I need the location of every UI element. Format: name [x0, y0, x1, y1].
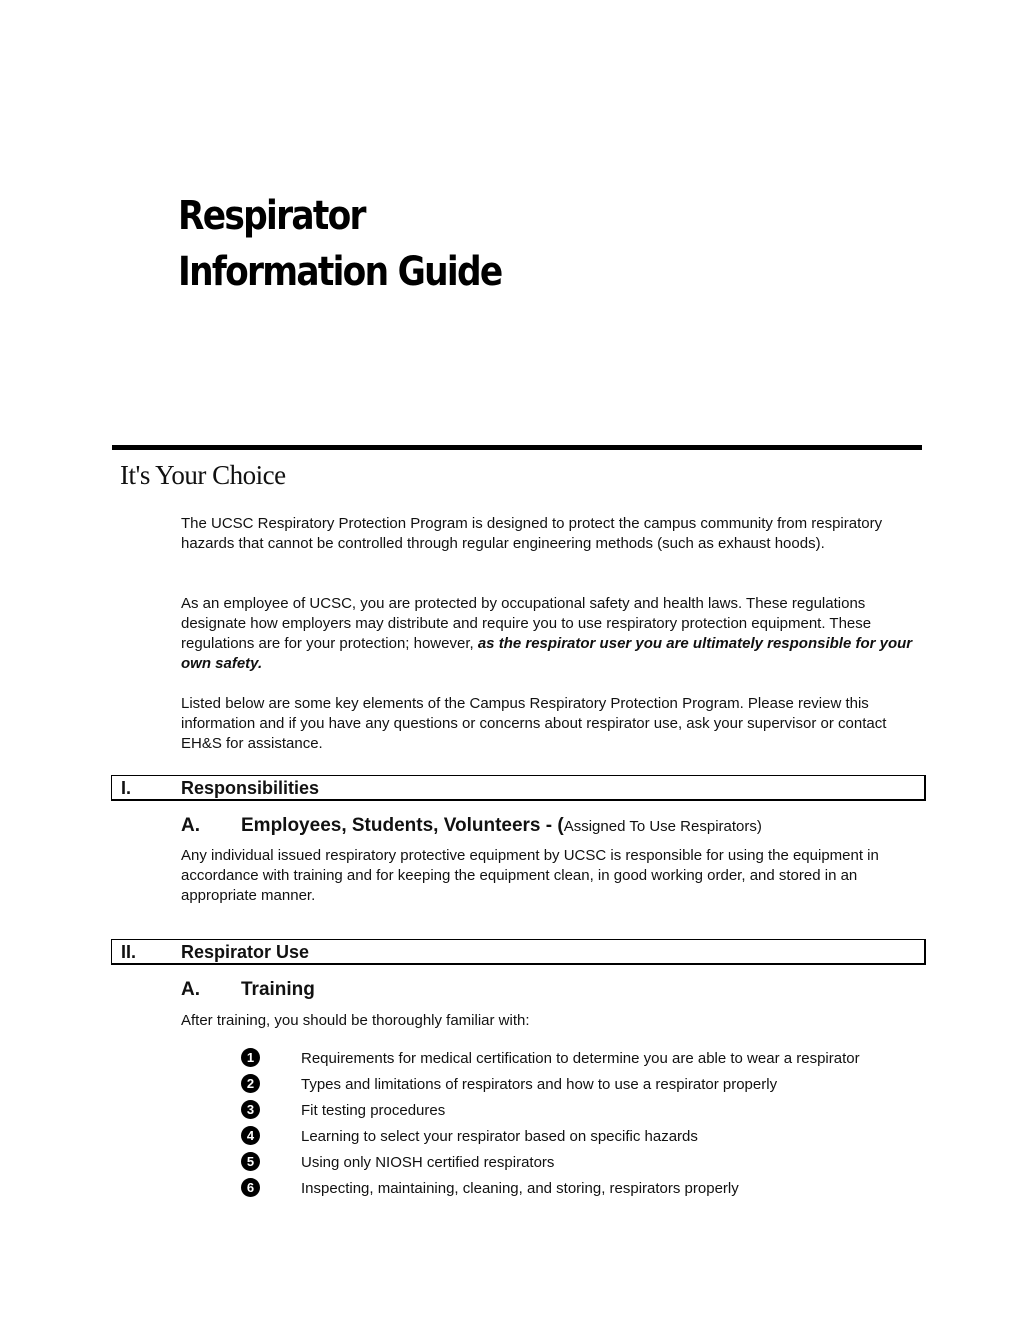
number-circle-icon: 5	[241, 1152, 260, 1171]
responsibilities-paragraph: Any individual issued respiratory protective equipment by UCSC is responsible for using the equipment in accordance with training and for keeping the equipment clean, in good working order, and stored in an appropriate manner.	[181, 847, 879, 904]
section-heading-respirator-use	[111, 939, 926, 965]
subheading-title-note: Assigned To Use Respirators)	[563, 818, 762, 835]
list-item-text: Types and limitations of respirators and how to use a respirator properly	[301, 1076, 778, 1093]
subheading-title: Training	[241, 979, 315, 1000]
subheading-letter: A.	[181, 979, 200, 1000]
training-lead-text: After training, you should be thoroughly familiar with:	[181, 1012, 530, 1029]
section-number: I.	[121, 778, 132, 798]
title-divider	[112, 445, 922, 450]
document-title	[178, 188, 501, 300]
number-circle-icon: 1	[241, 1048, 260, 1067]
number-circle-icon: 4	[241, 1126, 260, 1145]
intro-paragraph-2-emphasis: as the respirator user you are ultimately responsible for your own safety.	[181, 635, 913, 672]
section-subtitle: It's Your Choice	[120, 460, 286, 490]
subheading-title: Employees, Students, Volunteers - (	[241, 815, 564, 836]
list-item-text: Using only NIOSH certified respirators	[301, 1154, 555, 1171]
section-name: Respirator Use	[181, 942, 310, 962]
list-item-text: Fit testing procedures	[301, 1102, 446, 1119]
number-circle-icon: 2	[241, 1074, 260, 1093]
list-item-text: Learning to select your respirator based on specific hazards	[301, 1128, 698, 1145]
list-item-text: Inspecting, maintaining, cleaning, and storing, respirators properly	[301, 1180, 739, 1197]
subheading-letter: A.	[181, 815, 200, 836]
section-name: Responsibilities	[181, 778, 320, 798]
intro-paragraph-3: Listed below are some key elements of the Campus Respiratory Protection Program. Please review this information and if you have any questions or concerns about respirator use, ask your supervisor or contact EH&S for assistance.	[181, 695, 887, 752]
section-number: II.	[121, 942, 137, 962]
subheading-employees	[181, 815, 762, 837]
number-circle-icon: 3	[241, 1100, 260, 1119]
title-line-1: Respirator	[178, 193, 365, 239]
intro-paragraph-2	[181, 594, 926, 674]
title-line-2: Information Guide	[178, 249, 502, 295]
intro-paragraph-2-text: As an employee of UCSC, you are protected by occupational safety and health laws. These regulations designate how employers may distribute and require you to use respiratory protection equipment. These regulations are for your protection; however,	[181, 595, 872, 652]
section-heading-responsibilities	[111, 775, 926, 801]
list-item-text: Requirements for medical certification to determine you are able to wear a respirator	[301, 1050, 860, 1067]
subheading-training	[181, 979, 315, 1001]
intro-paragraph-1: The UCSC Respiratory Protection Program is designed to protect the campus community from respiratory hazards that cannot be controlled through regular engineering methods (such as exhaust hoods).	[181, 515, 883, 552]
number-circle-icon: 6	[241, 1178, 260, 1197]
